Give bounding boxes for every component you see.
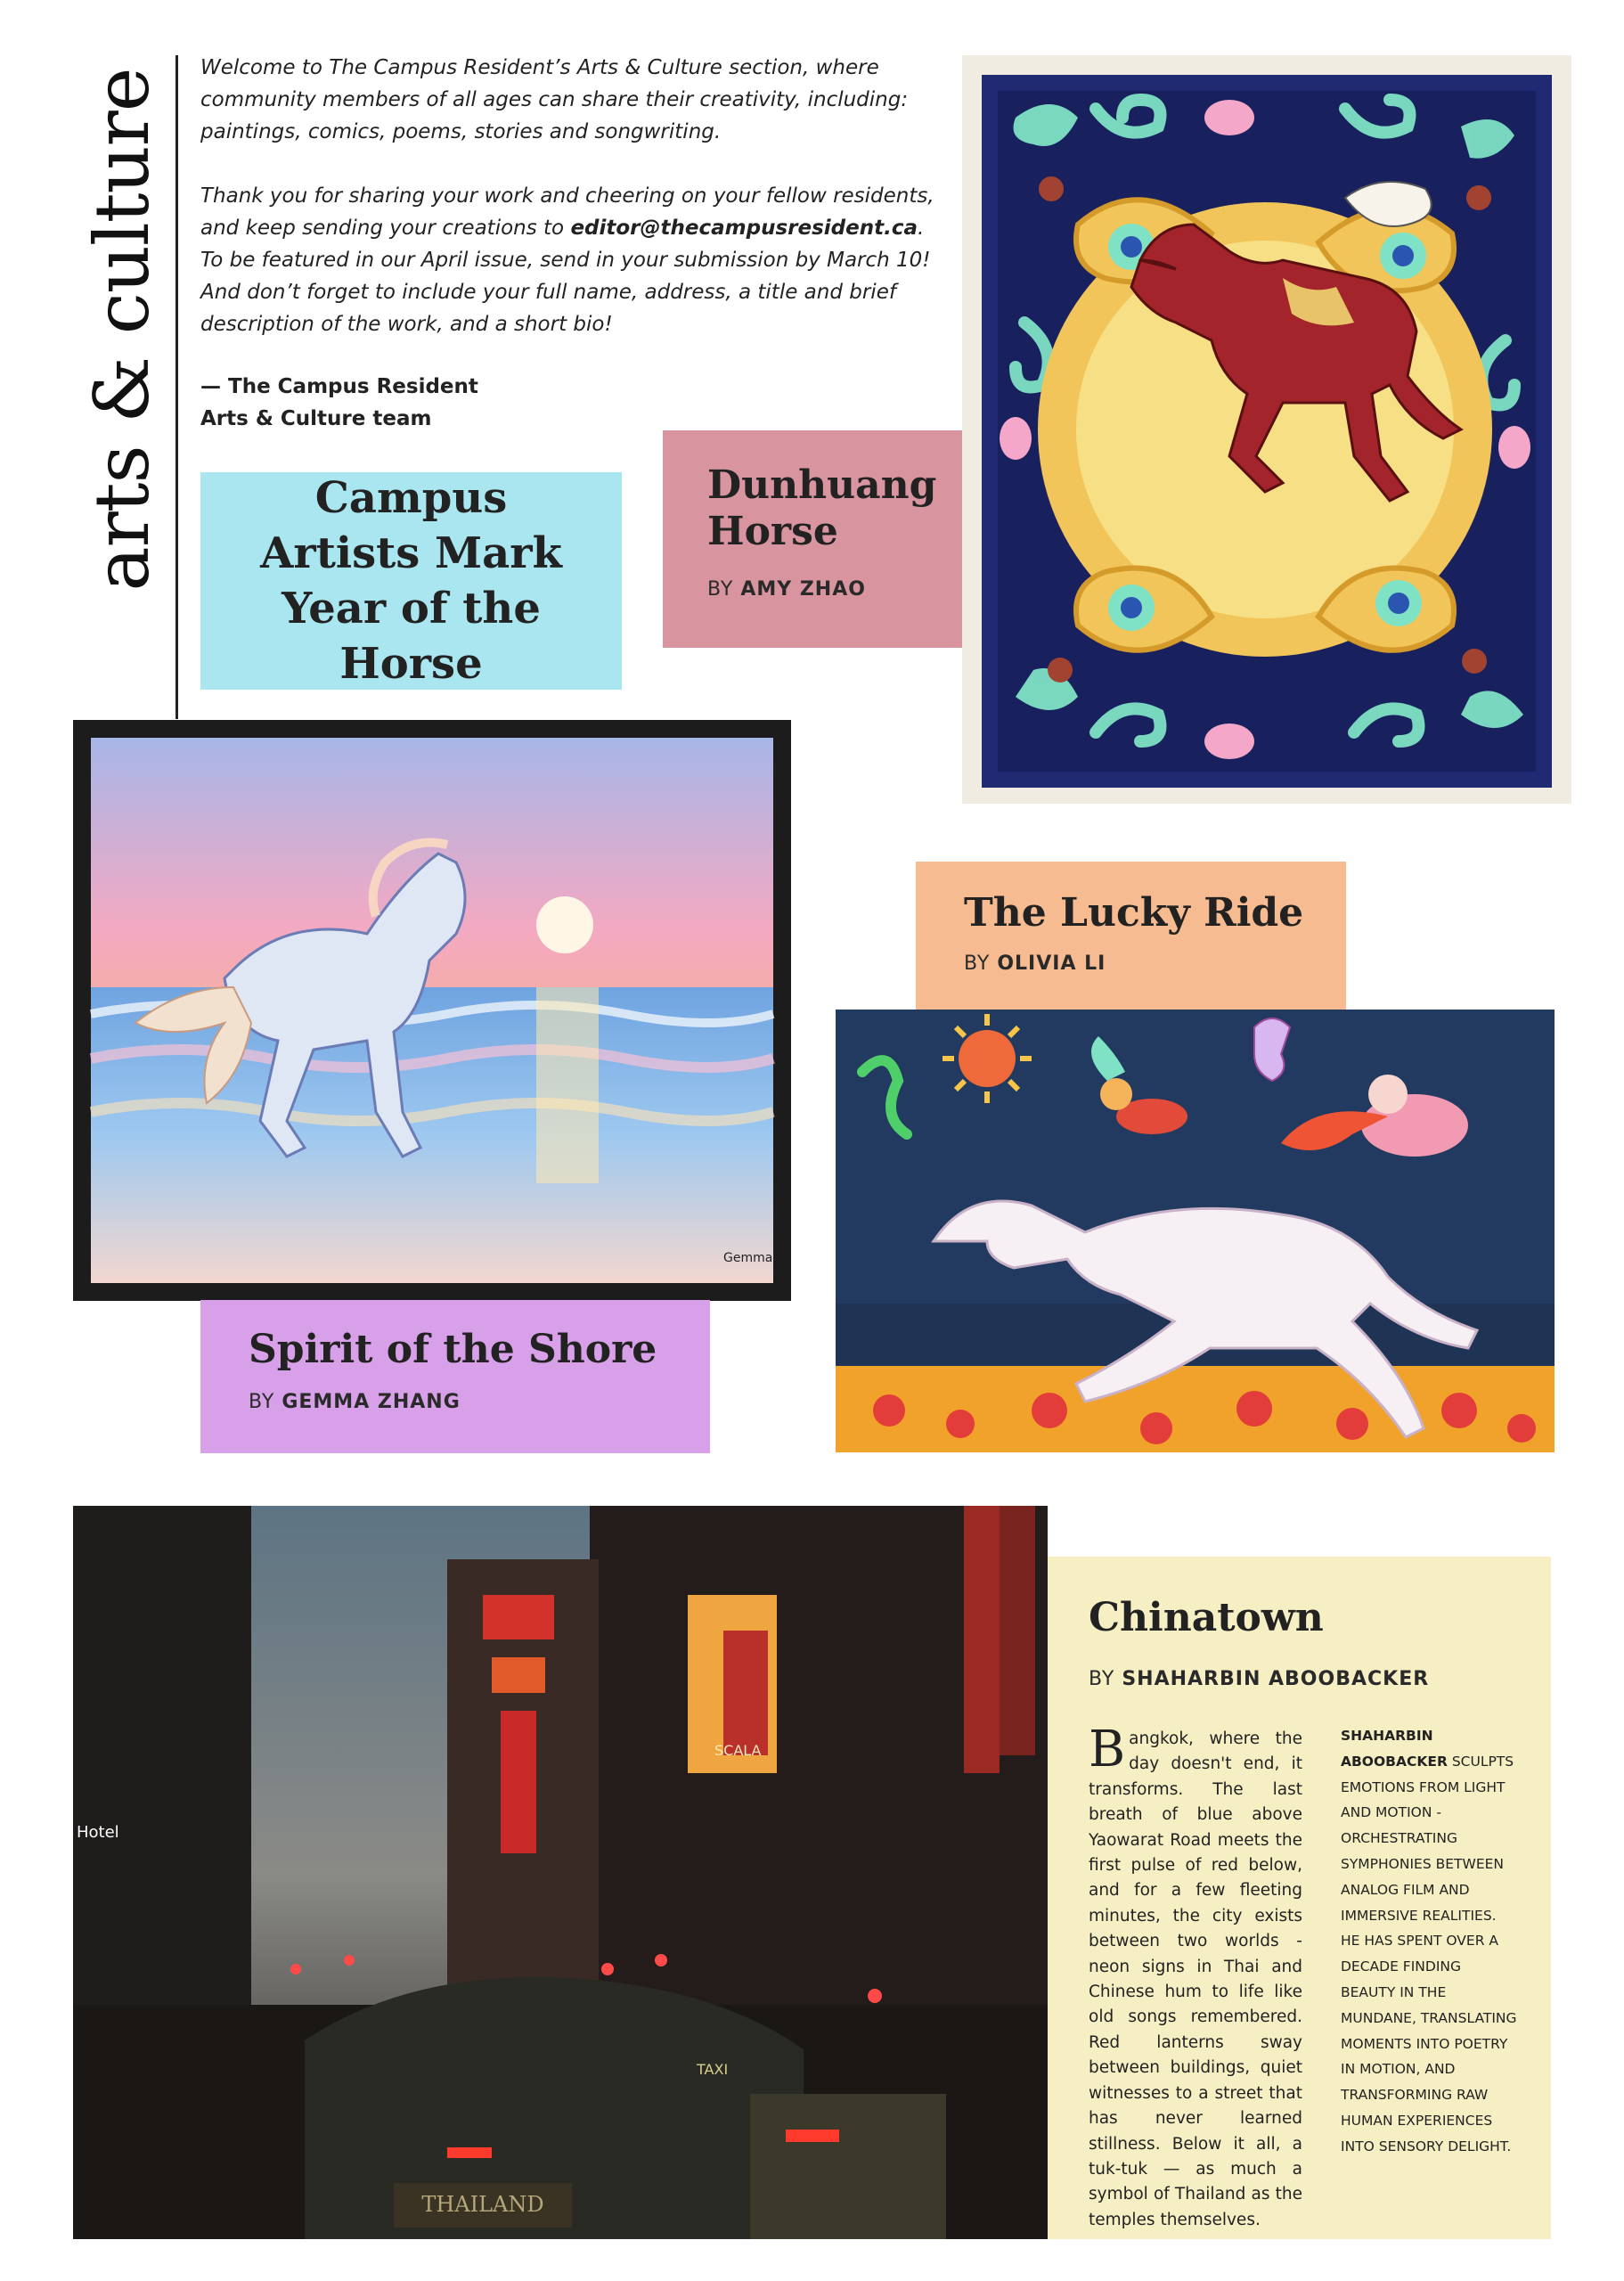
chinatown-byline: BY SHAHARBIN ABOOBACKER [1089,1668,1430,1690]
dunhuang-horse-image [962,55,1571,804]
dunhuang-horse-painting [962,55,1571,804]
lucky-ride-label [916,862,1346,1010]
lucky-ride-painting [836,1010,1555,1452]
artist-bio-name: SHAHARBIN ABOOBACKER [1341,1728,1448,1770]
drop-cap: B [1089,1721,1126,1778]
spirit-of-the-shore-image [73,720,791,1301]
section-divider [175,55,178,719]
photo-sign-taxi: TAXI [697,2061,729,2078]
artwork-byline: BY AMY ZHAO [707,578,866,601]
section-title: arts & culture [78,68,166,592]
photo-sign-scala: SCALA [714,1742,762,1759]
dunhuang-label [663,430,967,648]
artist-bio-text: SCULPTS EMOTIONS FROM LIGHT AND MOTION - ORCHESTRATING SYMPHONIES BETWEEN ANALOG FILM AND IMMERSIVE REALITIES. HE HAS SPENT OVER A DECADE FINDING BEAUTY IN THE MUNDANE, TRANSLATING MOMENTS INTO POETRY IN MOTION, AND TRANSFORMING RAW HUMAN EXPERIENCES INTO SENSORY DELIGHT. [1341,1753,1517,2154]
photo-plate: THAILAND [421,2192,544,2217]
artwork-title: Spirit of the Shore [249,1327,657,1372]
chinatown-image [73,1506,1048,2239]
lucky-ride-image [836,1010,1555,1452]
photo-sign-hotel: Hotel [77,1823,119,1842]
intro-paragraph-2: Thank you for sharing your work and cheering on your fellow residents, and keep sending your creations to editor@thecampusresident.ca. To be featured in our April issue, send in your submission by March 10! And don’t forget to include your full name, address, a title and brief description of the work, and a short bio! [200,184,934,336]
page-headline: Campus Artists Mark Year of the Horse [260,473,562,689]
chinatown-photo [73,1506,1048,2239]
editor-email-link[interactable]: editor@thecampusresident.ca [570,217,918,240]
spirit-of-the-shore-painting [73,720,791,1301]
headline-box [200,472,622,690]
artist-bio [1341,1723,1519,2160]
artwork-byline: BY GEMMA ZHANG [249,1391,461,1413]
spirit-of-the-shore-label [200,1300,710,1453]
artwork-title: The Lucky Ride [964,890,1304,936]
intro-paragraph-1: Welcome to The Campus Resident’s Arts & Culture section, where community members of all ages can share their creativity, including: paintings, comics, poems, stories and songwriting. [200,56,909,143]
chinatown-title: Chinatown [1089,1595,1324,1640]
intro-signature: — The Campus Resident Arts & Culture team [200,375,478,430]
intro-text [200,52,940,372]
artwork-byline: BY OLIVIA LI [964,952,1106,975]
painting-signature: Gemma [723,1251,773,1265]
artwork-title: Dunhuang Horse [707,462,937,554]
chinatown-body: Bangkok, where the day doesn't end, it transforms. The last breath of blue above Yaowarat Road meets the first pulse of red below, and for a few fleeting minutes, the city exists between two worlds - neon signs in Thai and Chinese hum to life like old songs remembered. Red lanterns sway between buildings, quiet witnesses to a street that has never learned stillness. Below it all, a tuk-tuk — as much a symbol of Thailand as the temples themselves. [1089,1721,1302,2229]
